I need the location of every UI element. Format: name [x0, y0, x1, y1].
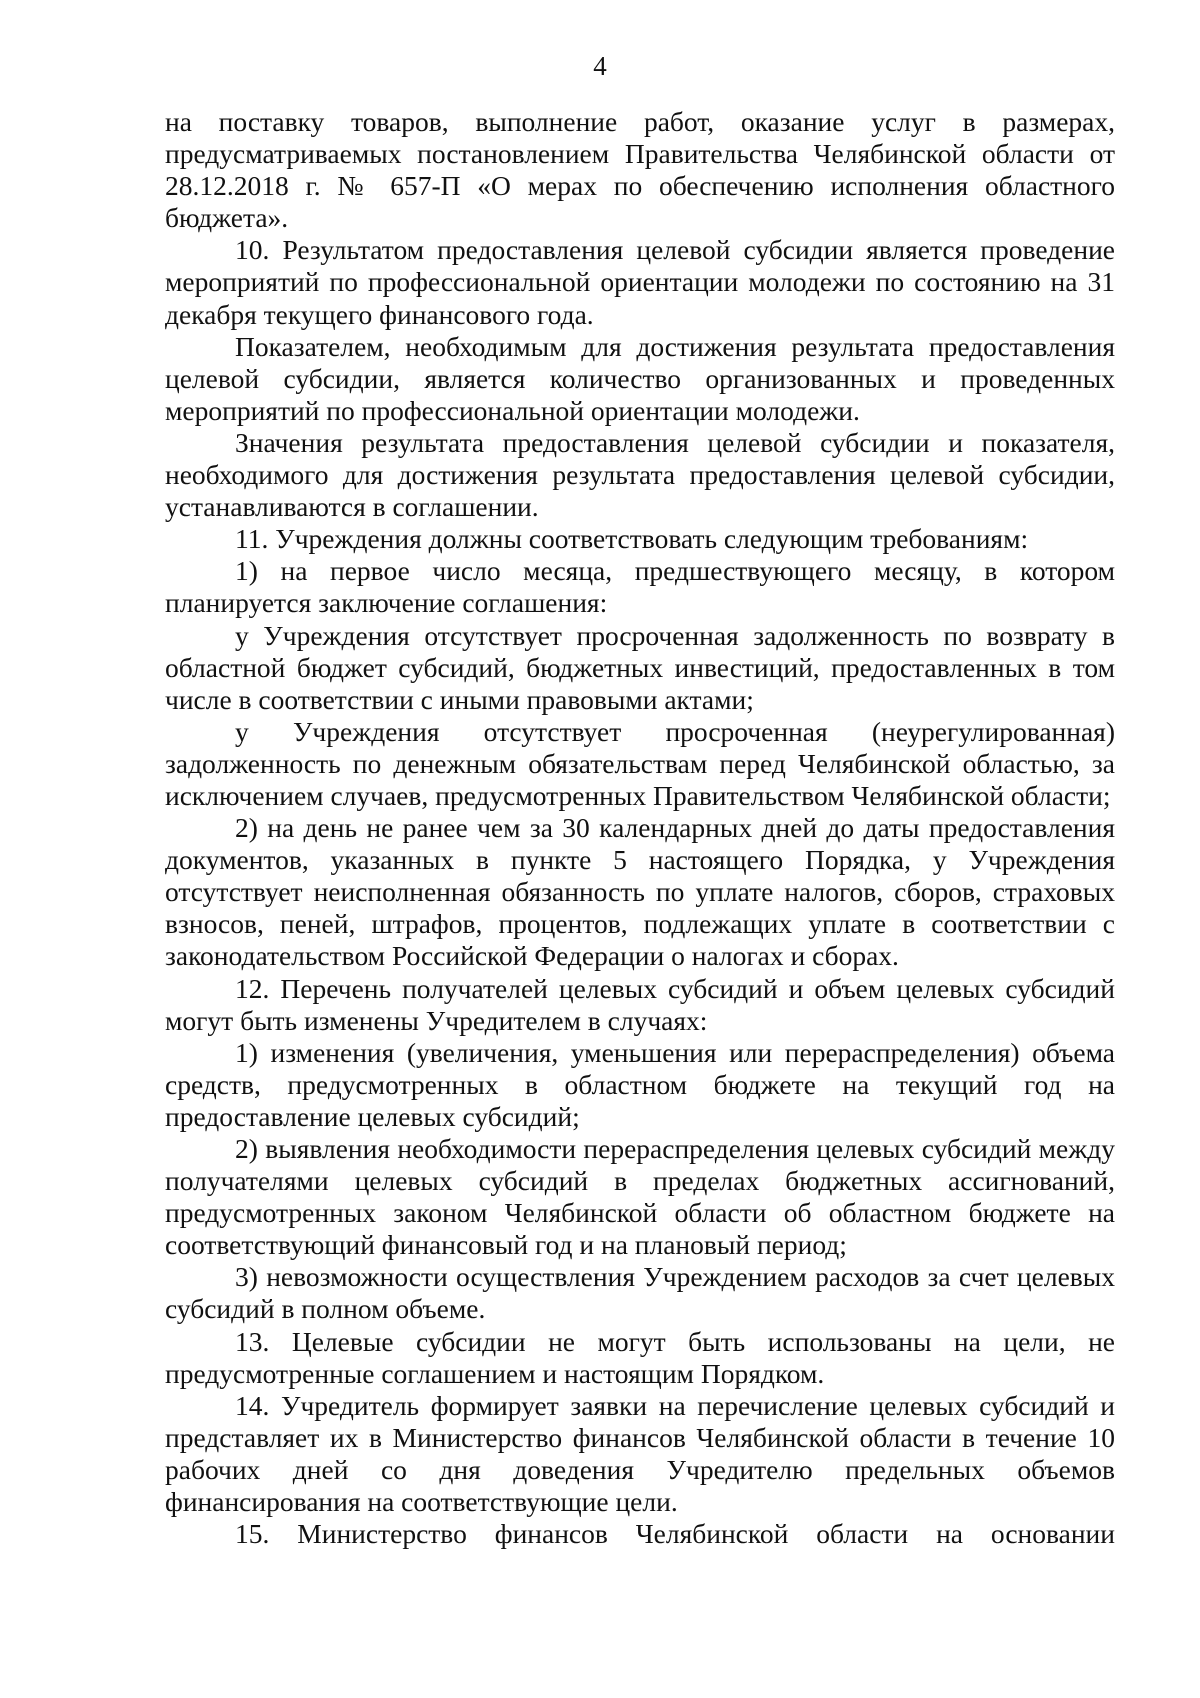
paragraph-item-14: 14. Учредитель формирует заявки на перечисление целевых субсидий и представляет их в Министерство финансов Челябинской области в течение 10 рабочих дней со дня доведения Учредителю предельных объемов финансирования на соответствующие цели.	[165, 1389, 1115, 1518]
paragraph-item-11-2: 2) на день не ранее чем за 30 календарных дней до даты предоставления документов, указанных в пункте 5 настоящего Порядка, у Учреждения отсутствует неисполненная обязанность по уплате налогов, сборов, страховых взносов, пеней, штрафов, процентов, подлежащих уплате в соответствии с законодательством Российской Федерации о налогах и сборах.	[165, 812, 1115, 972]
paragraph-item-10: 10. Результатом предоставления целевой субсидии является проведение мероприятий по профессиональной ориентации молодежи по состоянию на 31 декабря текущего финансового года.	[165, 234, 1115, 330]
paragraph-indicator: Показателем, необходимым для достижения результата предоставления целевой субсидии, является количество организованных и проведенных мероприятий по профессиональной ориентации молодежи.	[165, 330, 1115, 426]
paragraph-values: Значения результата предоставления целевой субсидии и показателя, необходимого для достижения результата предоставления целевой субсидии, устанавливаются в соглашении.	[165, 426, 1115, 523]
paragraph-continuation: на поставку товаров, выполнение работ, оказание услуг в размерах, предусматриваемых постановлением Правительства Челябинской области от 28.12.2018 г. № 657-П «О мерах по обеспечению исполнения областного бюджета».	[165, 106, 1115, 234]
paragraph-item-15: 15. Министерство финансов Челябинской области на основании	[235, 1518, 1115, 1550]
paragraph-item-13: 13. Целевые субсидии не могут быть использованы на цели, не предусмотренные соглашением и настоящим Порядком.	[165, 1325, 1115, 1389]
document-body	[165, 106, 1115, 1550]
paragraph-item-12-2: 2) выявления необходимости перераспределения целевых субсидий между получателями целевых субсидий в пределах бюджетных ассигнований, предусмотренных законом Челябинской области об областном бюджете на соответствующий финансовый год и на плановый период;	[165, 1133, 1115, 1261]
paragraph-item-11-1: 1) на первое число месяца, предшествующего месяцу, в котором планируется заключение соглашения:	[165, 555, 1115, 619]
paragraph-item-12-1: 1) изменения (увеличения, уменьшения или перераспределения) объема средств, предусмотренных в областном бюджете на текущий год на предоставление целевых субсидий;	[165, 1036, 1115, 1132]
paragraph-no-unsettled-debt: у Учреждения отсутствует просроченная (неурегулированная) задолженность по денежным обязательствам перед Челябинской областью, за исключением случаев, предусмотренных Правительством Челябинской области;	[165, 715, 1115, 811]
paragraph-item-12-3: 3) невозможности осуществления Учреждением расходов за счет целевых субсидий в полном объеме.	[165, 1261, 1115, 1325]
page-number: 4	[593, 51, 607, 81]
paragraph-item-12: 12. Перечень получателей целевых субсидий и объем целевых субсидий могут быть изменены Учредителем в случаях:	[165, 972, 1115, 1036]
paragraph-no-overdue-debt: у Учреждения отсутствует просроченная задолженность по возврату в областной бюджет субсидий, бюджетных инвестиций, предоставленных в том числе в соответствии с иными правовыми актами;	[165, 619, 1115, 715]
paragraph-item-11: 11. Учреждения должны соответствовать следующим требованиям:	[235, 523, 1029, 555]
